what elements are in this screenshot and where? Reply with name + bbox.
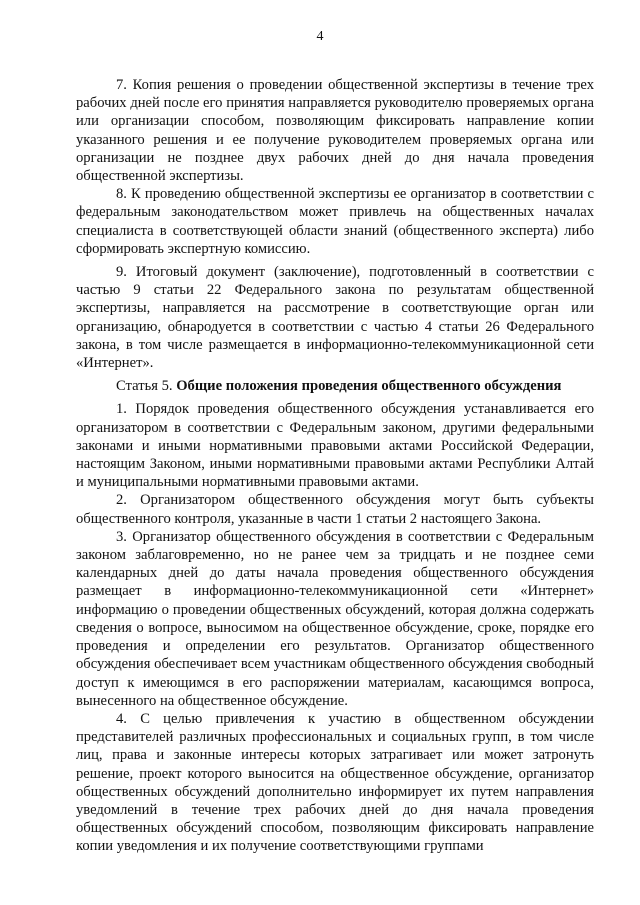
page-number: 4 [316,29,324,44]
document-body [76,76,594,856]
article-5-label: Статья 5. [116,378,173,395]
article-5-heading [76,377,594,395]
article-5-paragraph-3: 3. Организатор общественного обсуждения в соответствии с Федеральным законом заблаговременно, но не ранее чем за тридцать и не позднее семи календарных дней до даты начала проведения общественного обсуждения размещает в информационно-телекоммуникационной сети «Интернет» информацию о проведении общественных обсуждений, которая должна содержать сведения о вопросе, выносимом на общественное обсуждение, сроке, порядке его проведения и определении его результатов. Организатор общественного обсуждения обеспечивает всем участникам общественного обсуждения свободный доступ к имеющимся в его распоряжении материалам, касающимся вопроса, вынесенного на общественное обсуждение. [76,528,594,709]
article-5-title: Общие положения проведения общественного обсуждения [176,378,562,395]
article-5-paragraph-1: 1. Порядок проведения общественного обсуждения устанавливается его организатором в соответствии с Федеральным законом, другими федеральными законами и иными нормативными правовыми актами Российской Федерации, настоящим Законом, иными нормативными правовыми актами Республики Алтай и муниципальными нормативными правовыми актами. [76,401,594,491]
paragraph-7: 7. Копия решения о проведении общественной экспертизы в течение трех рабочих дней после его принятия направляется руководителю проверяемых органа или организации способом, позволяющим фиксировать направление копии указанного решения и ее получение руководителем проверяемых органа или организации не позднее двух рабочих дней до дня начала проведения общественной экспертизы. [76,77,594,185]
article-5-paragraph-4: 4. С целью привлечения к участию в общественном обсуждении представителей различных профессиональных и социальных групп, в том числе лиц, права и законные интересы которых затрагивает или может затронуть решение, проект которого выносится на общественное обсуждение, организатор общественных обсуждений дополнительно информирует их путем направления уведомлений в течение трех рабочих дней до дня начала проведения общественных обсуждений способом, позволяющим фиксировать направление копии уведомления и их получение соответствующими группами [76,710,594,855]
paragraph-9: 9. Итоговый документ (заключение), подготовленный в соответствии с частью 9 статьи 22 Федерального закона по результатам общественной экспертизы, направляется на рассмотрение в соответствующие орган или организацию, обнародуется в соответствии с частью 4 статьи 26 Федерального закона, в том числе размещается в информационно-телекоммуникационной сети «Интернет». [76,264,594,372]
paragraph-8: 8. К проведению общественной экспертизы ее организатор в соответствии с федеральным законодательством может привлечь на общественных началах специалиста в соответствующей области знаний (общественного эксперта) либо сформировать экспертную комиссию. [76,186,594,257]
article-5-paragraph-2: 2. Организатором общественного обсуждения могут быть субъекты общественного контроля, указанные в части 1 статьи 2 настоящего Закона. [76,492,594,527]
